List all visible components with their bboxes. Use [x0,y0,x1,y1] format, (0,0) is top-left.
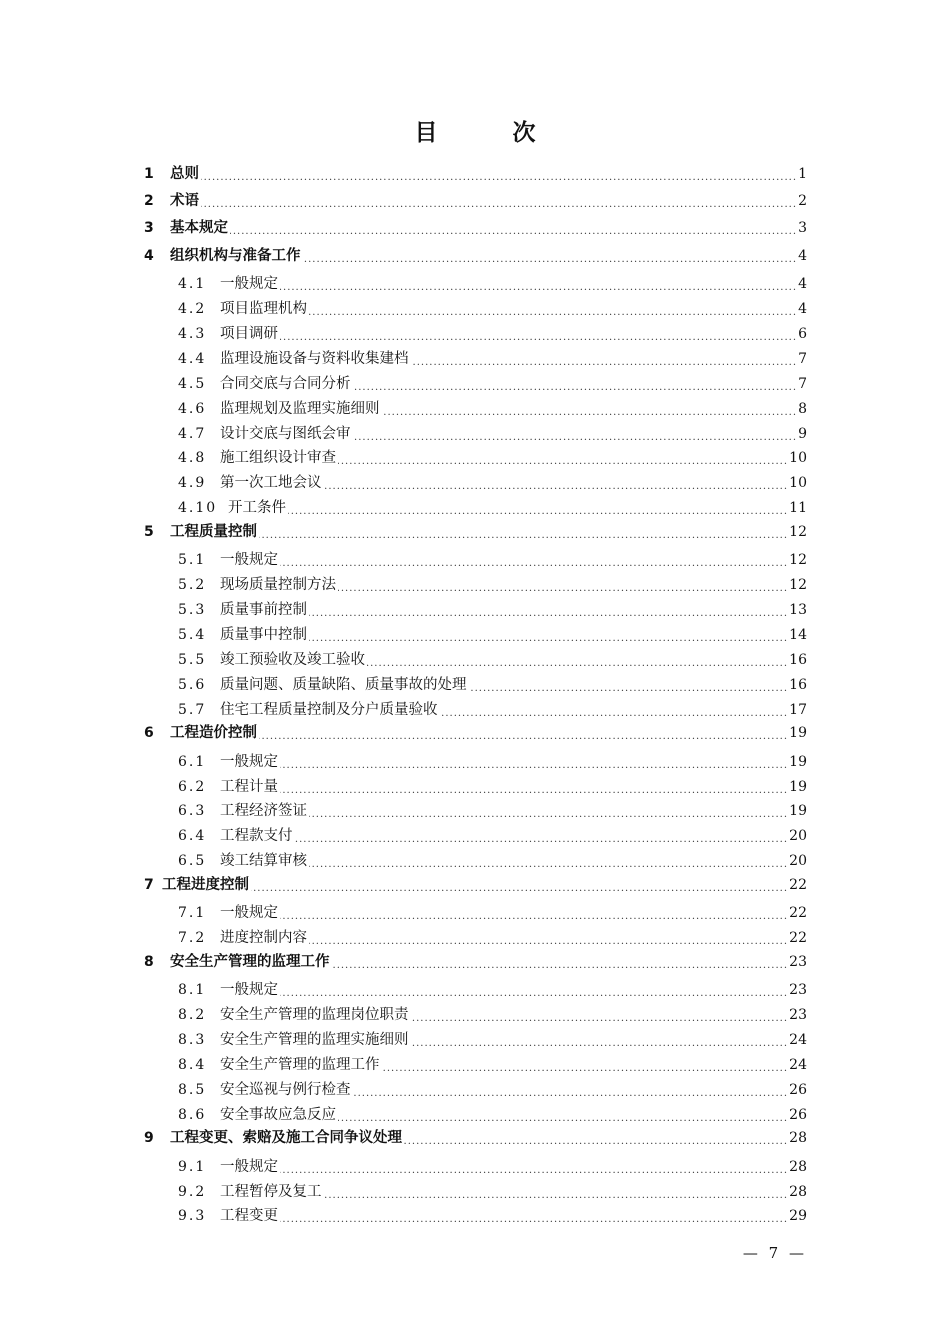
toc-chapter-entry[interactable] [0,162,950,186]
toc-section-entry[interactable] [0,496,950,520]
toc-section-entry[interactable] [0,1155,950,1179]
toc-entry-page: 4 [797,297,807,321]
toc-entry-number: 9.1 [178,1158,207,1175]
toc-leader-dots [440,698,788,722]
toc-entry-title: 进度控制内容 [220,926,308,950]
toc-entry-number: 8.5 [178,1081,207,1098]
toc-entry-page: 7 [797,347,807,371]
toc-entry-number: 5.7 [178,701,207,718]
toc-entry-number: 4.1 [178,276,207,293]
toc-entry-title: 现场质量控制方法 [220,573,337,597]
toc-entry-page: 19 [788,799,807,823]
toc-entry-title: 安全生产管理的监理岗位职责 [220,1003,410,1027]
toc-entry-number: 4.7 [178,425,207,442]
toc-leader-dots [353,422,797,446]
toc-section-entry[interactable] [0,1053,950,1077]
toc-entry-page: 26 [788,1078,807,1102]
toc-entry-title: 安全巡视与例行检查 [220,1078,352,1102]
toc-entry-page: 16 [788,648,807,672]
toc-entry-title: 一般规定 [220,1155,279,1179]
toc-chapter-entry[interactable] [0,873,950,897]
toc-entry-title: 项目监理机构 [220,297,308,321]
page-title: 目 次 [414,120,562,146]
toc-entry-page: 6 [797,322,807,346]
toc-entry-title: 设计交底与图纸会审 [220,422,352,446]
toc-entry-number: 6.4 [178,828,207,845]
toc-entry-number: 8.3 [178,1031,207,1048]
toc-entry-page: 16 [788,673,807,697]
toc-entry-number: 4.4 [178,350,207,367]
toc-section-entry[interactable] [0,598,950,622]
toc-entry-title: 竣工结算审核 [220,849,308,873]
toc-section-entry[interactable] [0,1078,950,1102]
toc-section-entry[interactable] [0,673,950,697]
toc-entry-title: 施工组织设计审查 [220,446,337,470]
toc-entry-title: 总则 [170,162,200,186]
toc-section-entry[interactable] [0,322,950,346]
toc-entry-page: 3 [797,216,807,240]
toc-entry-page: 12 [788,573,807,597]
toc-leader-dots [367,648,788,672]
toc-entry-number: 6.5 [178,853,207,870]
toc-section-entry[interactable] [0,548,950,572]
toc-chapter-entry[interactable] [0,721,950,745]
toc-section-entry[interactable] [0,1204,950,1228]
toc-entry-number: 7.2 [178,930,207,947]
toc-leader-dots [280,1204,788,1228]
toc-entry-page: 14 [788,623,807,647]
toc-entry-page: 2 [797,189,807,213]
toc-leader-dots [280,901,788,925]
toc-entry-title: 工程变更、索赔及施工合同争议处理 [170,1126,403,1150]
toc-entry-number: 5 [144,523,154,540]
toc-leader-dots [309,849,788,873]
toc-leader-dots [309,623,788,647]
toc-entry-number: 5.5 [178,651,207,668]
toc-entry-title: 组织机构与准备工作 [170,244,302,268]
toc-leader-dots [404,1126,788,1150]
toc-leader-dots [280,978,788,1002]
toc-entry-title: 工程暂停及复工 [220,1180,323,1204]
toc-entry-title: 一般规定 [220,750,279,774]
toc-entry-page: 19 [788,750,807,774]
toc-leader-dots [338,1103,788,1127]
toc-entry-number: 5.3 [178,602,207,618]
toc-section-entry[interactable] [0,397,950,421]
toc-section-entry[interactable] [0,648,950,672]
toc-entry-page: 7 [797,372,807,396]
toc-section-entry[interactable] [0,623,950,647]
toc-section-entry[interactable] [0,799,950,823]
toc-entry-title: 基本规定 [170,216,229,240]
toc-entry-title: 工程变更 [220,1204,279,1228]
toc-leader-dots [309,598,788,622]
toc-section-entry[interactable] [0,422,950,446]
toc-chapter-entry[interactable] [0,1126,950,1150]
toc-entry-page: 12 [788,520,807,544]
toc-section-entry[interactable] [0,1180,950,1204]
toc-leader-dots [280,1155,788,1179]
toc-entry-title: 安全事故应急反应 [220,1103,337,1127]
toc-leader-dots [382,1053,788,1077]
toc-entry-number: 8 [144,953,154,970]
toc-entry-title: 开工条件 [228,496,287,520]
toc-entry-page: 13 [788,598,807,622]
toc-section-entry[interactable] [0,775,950,799]
toc-leader-dots [280,548,788,572]
toc-leader-dots [324,1180,788,1204]
toc-chapter-entry[interactable] [0,189,950,213]
toc-entry-title: 工程计量 [220,775,279,799]
page-number: — 7 — [742,1244,807,1262]
toc-section-entry[interactable] [0,1103,950,1127]
toc-entry-number: 4.3 [178,325,207,342]
toc-entry-page: 4 [797,272,807,296]
toc-leader-dots [353,1078,788,1102]
toc-entry-page: 20 [788,849,807,873]
toc-entry-title: 合同交底与合同分析 [220,372,352,396]
toc-entry-title: 工程进度控制 [162,873,250,897]
toc-entry-page: 24 [788,1053,807,1077]
toc-section-entry[interactable] [0,926,950,950]
toc-entry-page: 9 [797,422,807,446]
toc-entry-page: 24 [788,1028,807,1052]
toc-entry-page: 19 [788,775,807,799]
toc-leader-dots [280,272,797,296]
toc-entry-title: 监理设施设备与资料收集建档 [220,347,410,371]
toc-entry-number: 5.4 [178,626,207,643]
toc-entry-title: 质量事前控制 [220,598,308,622]
toc-leader-dots [353,372,797,396]
toc-leader-dots [201,162,797,186]
toc-entry-title: 质量事中控制 [220,623,308,647]
toc-entry-page: 23 [788,978,807,1002]
toc-section-entry[interactable] [0,1028,950,1052]
toc-entry-page: 28 [788,1155,807,1179]
toc-section-entry[interactable] [0,446,950,470]
toc-leader-dots [280,750,788,774]
toc-entry-page: 23 [788,1003,807,1027]
toc-section-entry[interactable] [0,372,950,396]
toc-entry-title: 术语 [170,189,200,213]
toc-section-entry[interactable] [0,978,950,1002]
toc-entry-number: 1 [144,166,154,182]
toc-entry-number: 9.3 [178,1208,207,1225]
toc-section-entry[interactable] [0,901,950,925]
toc-leader-dots [259,721,788,745]
toc-leader-dots [411,1028,788,1052]
toc-leader-dots [295,824,788,848]
toc-section-entry[interactable] [0,1003,950,1027]
toc-leader-dots [303,244,797,268]
toc-entry-page: 28 [788,1180,807,1204]
toc-entry-number: 7 [144,876,154,893]
toc-leader-dots [309,297,797,321]
toc-entry-page: 17 [788,698,807,722]
toc-chapter-entry[interactable] [0,244,950,268]
toc-entry-number: 5.2 [178,577,207,594]
toc-entry-page: 22 [788,926,807,950]
toc-leader-dots [259,520,788,544]
toc-entry-title: 项目调研 [220,322,279,346]
toc-entry-number: 2 [144,193,154,210]
toc-section-entry[interactable] [0,750,950,774]
toc-entry-number: 3 [144,220,154,237]
toc-section-entry[interactable] [0,698,950,722]
toc-leader-dots [411,347,797,371]
toc-leader-dots [280,775,788,799]
toc-section-entry[interactable] [0,849,950,873]
toc-leader-dots [338,573,788,597]
toc-entry-title: 安全生产管理的监理工作 [220,1053,381,1077]
toc-entry-page: 22 [788,901,807,925]
toc-entry-number: 9 [144,1130,154,1147]
toc-entry-page: 11 [788,496,807,520]
toc-leader-dots [338,446,788,470]
toc-entry-page: 26 [788,1103,807,1127]
toc-entry-page: 29 [788,1204,807,1228]
toc-entry-title: 工程质量控制 [170,520,258,544]
toc-entry-title: 一般规定 [220,978,279,1002]
toc-chapter-entry[interactable] [0,216,950,240]
toc-section-entry[interactable] [0,297,950,321]
toc-leader-dots [251,873,788,897]
toc-entry-number: 8.1 [178,982,207,999]
toc-entry-page: 28 [788,1126,807,1150]
toc-section-entry[interactable] [0,347,950,371]
toc-chapter-entry[interactable] [0,950,950,974]
toc-entry-page: 1 [797,162,807,186]
toc-entry-number: 9.2 [178,1183,207,1200]
toc-entry-title: 第一次工地会议 [220,471,323,495]
toc-entry-title: 监理规划及监理实施细则 [220,397,381,421]
toc-entry-title: 住宅工程质量控制及分户质量验收 [220,698,439,722]
toc-entry-number: 4.5 [178,375,207,392]
toc-section-entry[interactable] [0,272,950,296]
toc-entry-title: 一般规定 [220,272,279,296]
toc-entry-page: 19 [788,721,807,745]
toc-entry-page: 10 [788,446,807,470]
toc-entry-page: 8 [797,397,807,421]
toc-leader-dots [288,496,788,520]
toc-entry-number: 6 [144,725,154,742]
toc-entry-title: 质量问题、质量缺陷、质量事故的处理 [220,673,468,697]
toc-leader-dots [324,471,788,495]
toc-entry-number: 8.4 [178,1056,207,1073]
toc-entry-number: 4 [144,247,154,264]
toc-entry-number: 4.10 [178,500,218,517]
toc-entry-title: 一般规定 [220,548,279,572]
toc-entry-page: 20 [788,824,807,848]
toc-entry-number: 8.6 [178,1106,207,1123]
toc-entry-number: 4.8 [178,450,207,467]
toc-leader-dots [309,799,788,823]
toc-leader-dots [469,673,788,697]
toc-entry-number: 5.1 [178,552,207,569]
toc-entry-number: 6.3 [178,803,207,820]
toc-entry-number: 6.1 [178,753,207,770]
toc-leader-dots [280,322,797,346]
toc-section-entry[interactable] [0,471,950,495]
toc-entry-title: 竣工预验收及竣工验收 [220,648,366,672]
toc-entry-title: 安全生产管理的监理工作 [170,950,331,974]
toc-entry-number: 5.6 [178,676,207,693]
toc-entry-page: 4 [797,244,807,268]
toc-entry-title: 工程经济签证 [220,799,308,823]
toc-leader-dots [309,926,788,950]
toc-leader-dots [332,950,788,974]
toc-section-entry[interactable] [0,573,950,597]
toc-entry-number: 4.6 [178,400,207,417]
toc-entry-title: 一般规定 [220,901,279,925]
toc-entry-number: 4.9 [178,475,207,492]
toc-entry-title: 工程造价控制 [170,721,258,745]
toc-entry-number: 4.2 [178,301,207,317]
toc-leader-dots [201,189,797,213]
toc-leader-dots [411,1003,788,1027]
toc-entry-title: 工程款支付 [220,824,294,848]
toc-chapter-entry[interactable] [0,520,950,544]
toc-entry-title: 安全生产管理的监理实施细则 [220,1028,410,1052]
toc-section-entry[interactable] [0,824,950,848]
toc-entry-page: 10 [788,471,807,495]
toc-entry-number: 7.1 [178,905,207,922]
toc-leader-dots [382,397,797,421]
toc-entry-page: 23 [788,950,807,974]
toc-leader-dots [230,216,797,240]
toc-entry-number: 8.2 [178,1007,207,1023]
toc-entry-page: 22 [788,873,807,897]
toc-entry-number: 6.2 [178,778,207,795]
toc-entry-page: 12 [788,548,807,572]
